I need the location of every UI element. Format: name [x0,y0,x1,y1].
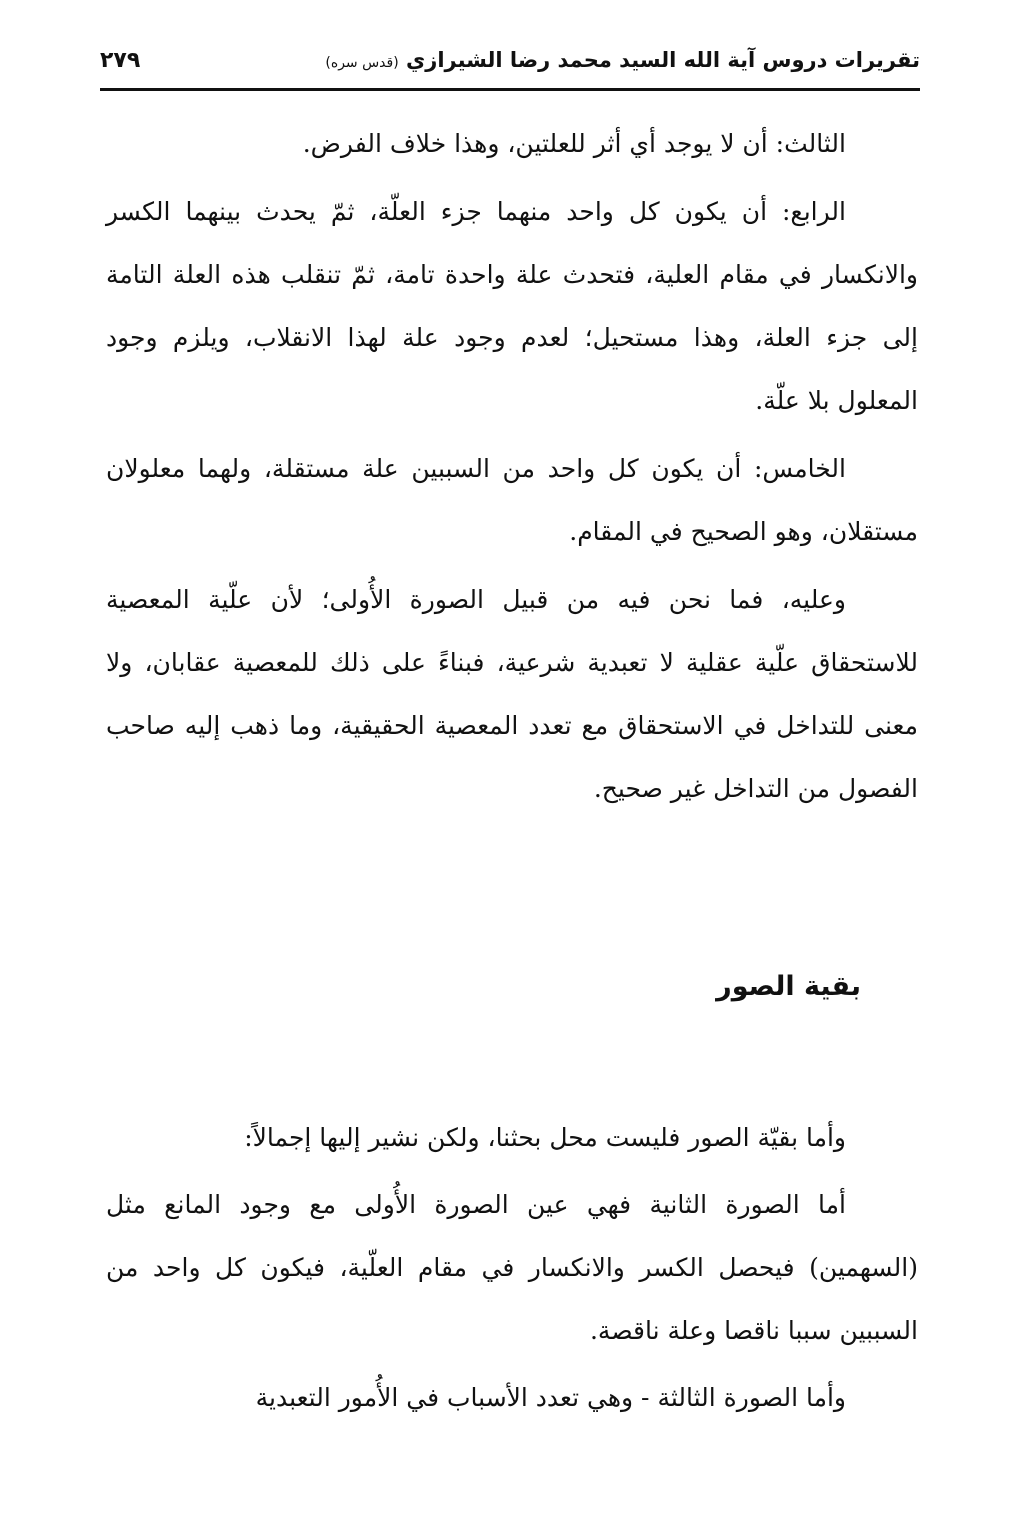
paragraph-second-case: أما الصورة الثانية فهي عين الصورة الأُولى مع وجود المانع مثل (السهمين) فيحصل الكسر والانكسار في مقام العلّية، فيكون كل واحد من السببين سببا ناقصا وعلة ناقصة. [106,1190,918,1345]
running-header [100,38,920,82]
running-header-title [325,48,920,72]
paragraph-fifth: الخامس: أن يكون كل واحد من السببين علة مستقلة، ولهما معلولان مستقلان، وهو الصحيح في المقام. [106,454,918,546]
paragraph-third: الثالث: أن لا يوجد أي أثر للعلتين، وهذا خلاف الفرض. [302,129,846,158]
paragraph-fourth: الرابع: أن يكون كل واحد منهما جزء العلّة، ثمّ يحدث بينهما الكسر والانكسار في مقام العلية، فتحدث علة واحدة تامة، ثمّ تنقلب هذه العلة التامة إلى جزء العلة، وهذا مستحيل؛ لعدم وجود علة لهذا الانقلاب، ويلزم وجود المعلول بلا علّة. [106,197,918,415]
text-block-top [106,112,918,820]
paragraph-third-case: وأما الصورة الثالثة - وهي تعدد الأسباب في الأُمور التعبدية [255,1383,846,1412]
paragraph-remaining-intro: وأما بقيّة الصور فليست محل بحثنا، ولكن نشير إليها إجمالاً: [244,1123,846,1152]
section-heading: بقية الصور [716,971,861,1002]
page-number: ٢٧٩ [100,47,141,73]
header-title-text: تقريرات دروس آية الله السيد محمد رضا الشيرازي [406,48,920,72]
header-title-note: (قدس سره) [325,55,399,71]
header-divider [100,88,920,91]
text-block-bottom [106,1106,918,1429]
paragraph-conclusion: وعليه، فما نحن فيه من قبيل الصورة الأُولى؛ لأن علّية المعصية للاستحقاق علّية عقلية لا تعبدية شرعية، فبناءً على ذلك للمعصية عقابان، ولا معنى للتداخل في الاستحقاق مع تعدد المعصية الحقيقية، وما ذهب إليه صاحب الفصول من التداخل غير صحيح. [106,585,918,803]
